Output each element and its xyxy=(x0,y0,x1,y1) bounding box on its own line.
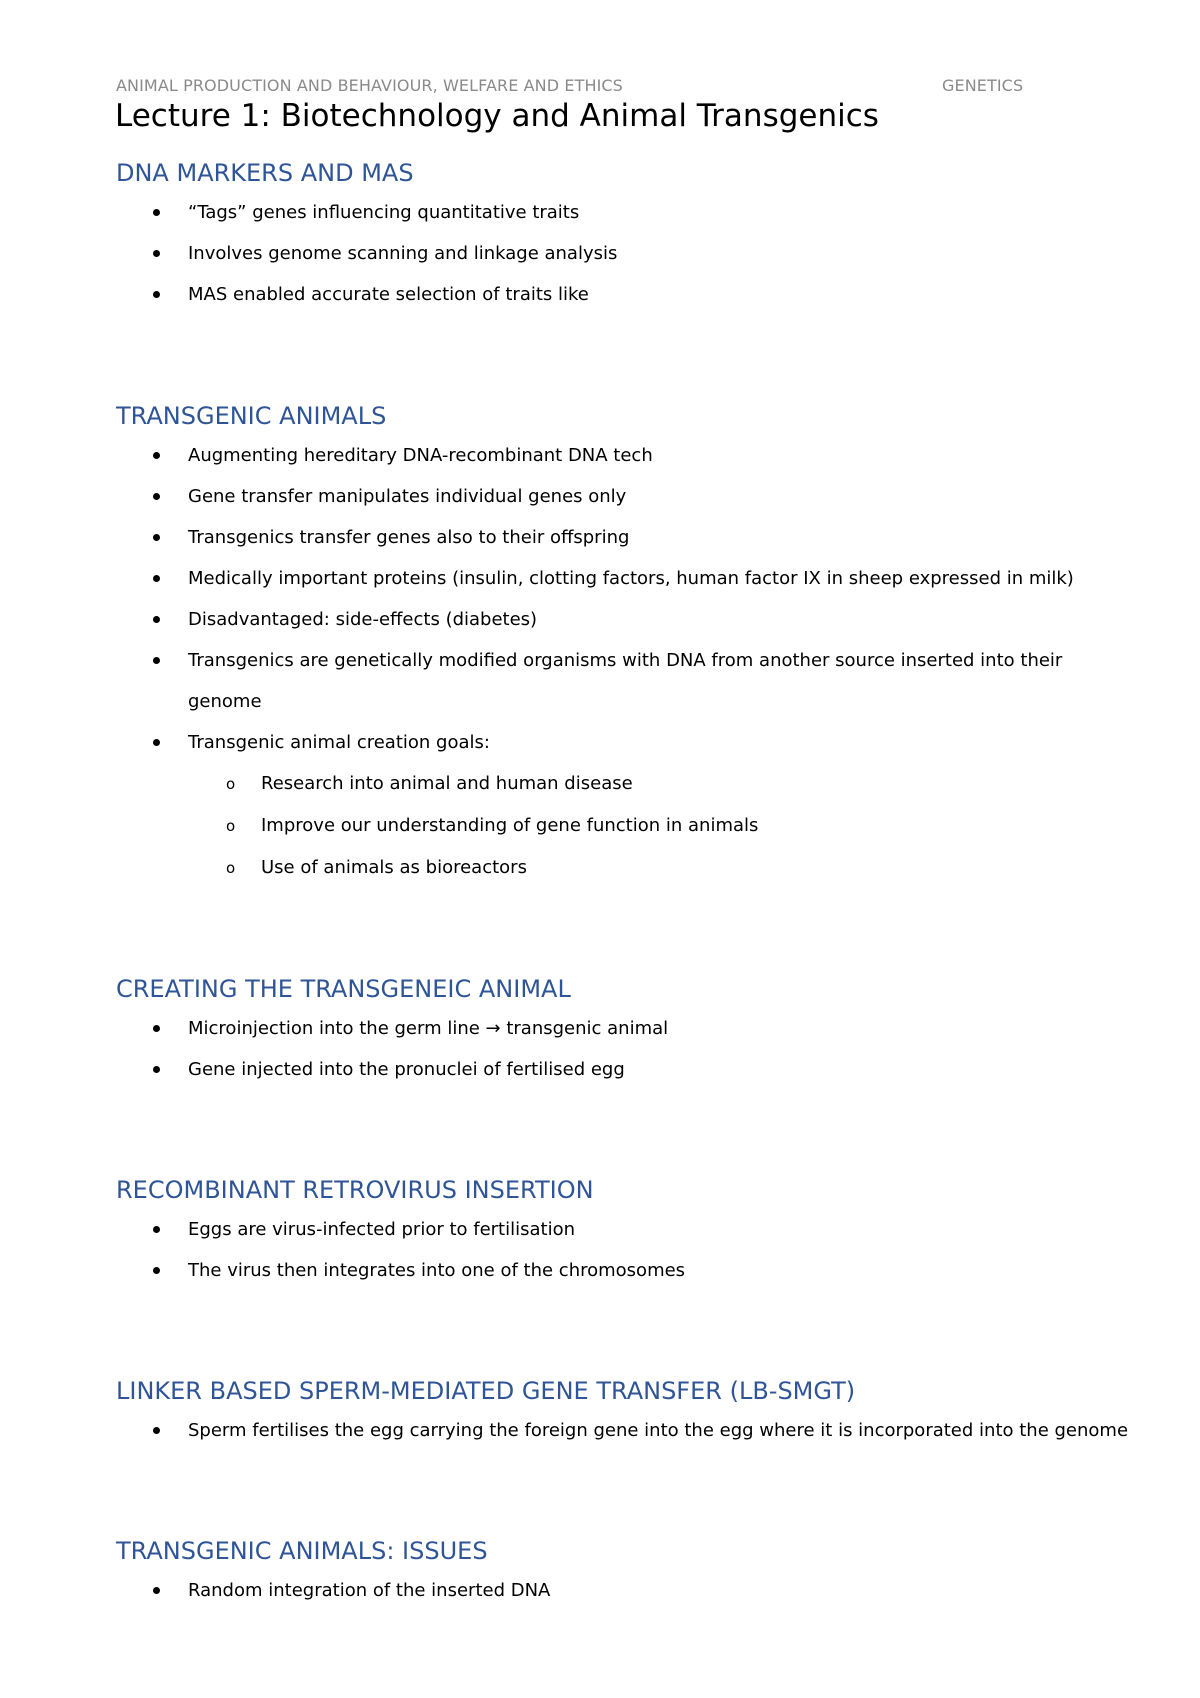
bullet-icon xyxy=(153,1267,160,1274)
list-item xyxy=(0,1209,1200,1250)
list-item xyxy=(0,192,1200,233)
list-item-text: Eggs are virus-infected prior to fertilisation xyxy=(188,1219,575,1240)
list-item-text: Transgenics transfer genes also to their offspring xyxy=(188,527,630,548)
list-item-text: Involves genome scanning and linkage analysis xyxy=(188,243,618,264)
bullet-list xyxy=(0,435,1200,889)
list-item-text: Augmenting hereditary DNA-recombinant DNA tech xyxy=(188,445,653,466)
list-item-text: Gene injected into the pronuclei of fertilised egg xyxy=(188,1059,625,1080)
list-item xyxy=(0,435,1200,476)
list-item xyxy=(0,1410,1200,1451)
list-item-text: Microinjection into the germ line → transgenic animal xyxy=(188,1018,669,1039)
list-item xyxy=(0,517,1200,558)
bullet-icon xyxy=(153,575,160,582)
bullet-icon xyxy=(153,1427,160,1434)
section-heading: RECOMBINANT RETROVIRUS INSERTION xyxy=(116,1176,594,1204)
sub-list-item xyxy=(0,763,1200,805)
bullet-icon xyxy=(153,534,160,541)
list-item-text: MAS enabled accurate selection of traits like xyxy=(188,284,589,305)
bullet-icon xyxy=(153,1226,160,1233)
section-transgenic-animals xyxy=(0,399,1200,889)
section-heading: CREATING THE TRANSGENEIC ANIMAL xyxy=(116,975,571,1003)
list-item xyxy=(0,640,1200,681)
list-item-text: Medically important proteins (insulin, clotting factors, human factor IX in sheep expressed in milk) xyxy=(188,568,1074,589)
running-header-topic: GENETICS xyxy=(942,76,1024,95)
sub-bullet-icon: o xyxy=(226,775,236,793)
sub-list-item-text: Research into animal and human disease xyxy=(261,773,633,794)
section-lb-smgt xyxy=(0,1374,1200,1451)
bullet-icon xyxy=(153,291,160,298)
section-heading: LINKER BASED SPERM-MEDIATED GENE TRANSFER (LB-SMGT) xyxy=(116,1377,856,1405)
sub-bullet-icon: o xyxy=(226,859,236,877)
list-item-text: Disadvantaged: side-effects (diabetes) xyxy=(188,609,538,630)
list-item xyxy=(0,476,1200,517)
list-item xyxy=(0,558,1200,599)
list-item-text: Sperm fertilises the egg carrying the foreign gene into the egg where it is incorporated into the genome xyxy=(188,1420,1129,1441)
section-heading: TRANSGENIC ANIMALS: ISSUES xyxy=(116,1537,488,1565)
section-heading: DNA MARKERS AND MAS xyxy=(116,159,414,187)
section-creating-transgenic-animal xyxy=(0,972,1200,1090)
list-item xyxy=(0,599,1200,640)
list-item-text: “Tags” genes influencing quantitative traits xyxy=(188,202,580,223)
section-transgenic-issues xyxy=(0,1534,1200,1611)
bullet-icon xyxy=(153,452,160,459)
bullet-list xyxy=(0,1570,1200,1611)
list-item xyxy=(0,1250,1200,1291)
section-dna-markers xyxy=(0,156,1200,315)
list-item xyxy=(0,1049,1200,1090)
sub-list-item-text: Use of animals as bioreactors xyxy=(261,857,527,878)
list-item-text: Random integration of the inserted DNA xyxy=(188,1580,551,1601)
bullet-icon xyxy=(153,1066,160,1073)
page-title: Lecture 1: Biotechnology and Animal Transgenics xyxy=(115,98,879,134)
bullet-icon xyxy=(153,1025,160,1032)
bullet-list xyxy=(0,1209,1200,1291)
bullet-icon xyxy=(153,1587,160,1594)
bullet-icon xyxy=(153,739,160,746)
bullet-icon xyxy=(153,616,160,623)
bullet-list xyxy=(0,192,1200,315)
bullet-icon xyxy=(153,657,160,664)
bullet-icon xyxy=(153,493,160,500)
list-item xyxy=(0,1570,1200,1611)
sub-list-item-text: Improve our understanding of gene function in animals xyxy=(261,815,759,836)
bullet-list xyxy=(0,1008,1200,1090)
list-item xyxy=(0,233,1200,274)
list-item-continuation: genome xyxy=(188,691,262,712)
section-heading: TRANSGENIC ANIMALS xyxy=(116,402,387,430)
list-item xyxy=(0,722,1200,763)
sub-list-item xyxy=(0,805,1200,847)
list-item xyxy=(0,274,1200,315)
list-item-text: Gene transfer manipulates individual genes only xyxy=(188,486,627,507)
list-item-text: Transgenics are genetically modified organisms with DNA from another source inserted into their xyxy=(188,650,1063,671)
bullet-icon xyxy=(153,209,160,216)
running-header-course: ANIMAL PRODUCTION AND BEHAVIOUR, WELFARE AND ETHICS xyxy=(116,76,623,95)
bullet-icon xyxy=(153,250,160,257)
list-item-text: Transgenic animal creation goals: xyxy=(188,732,490,753)
sub-bullet-icon: o xyxy=(226,817,236,835)
bullet-list xyxy=(0,1410,1200,1451)
section-retrovirus-insertion xyxy=(0,1173,1200,1291)
list-item xyxy=(0,1008,1200,1049)
list-item-text: The virus then integrates into one of the chromosomes xyxy=(188,1260,686,1281)
sub-list-item xyxy=(0,847,1200,889)
